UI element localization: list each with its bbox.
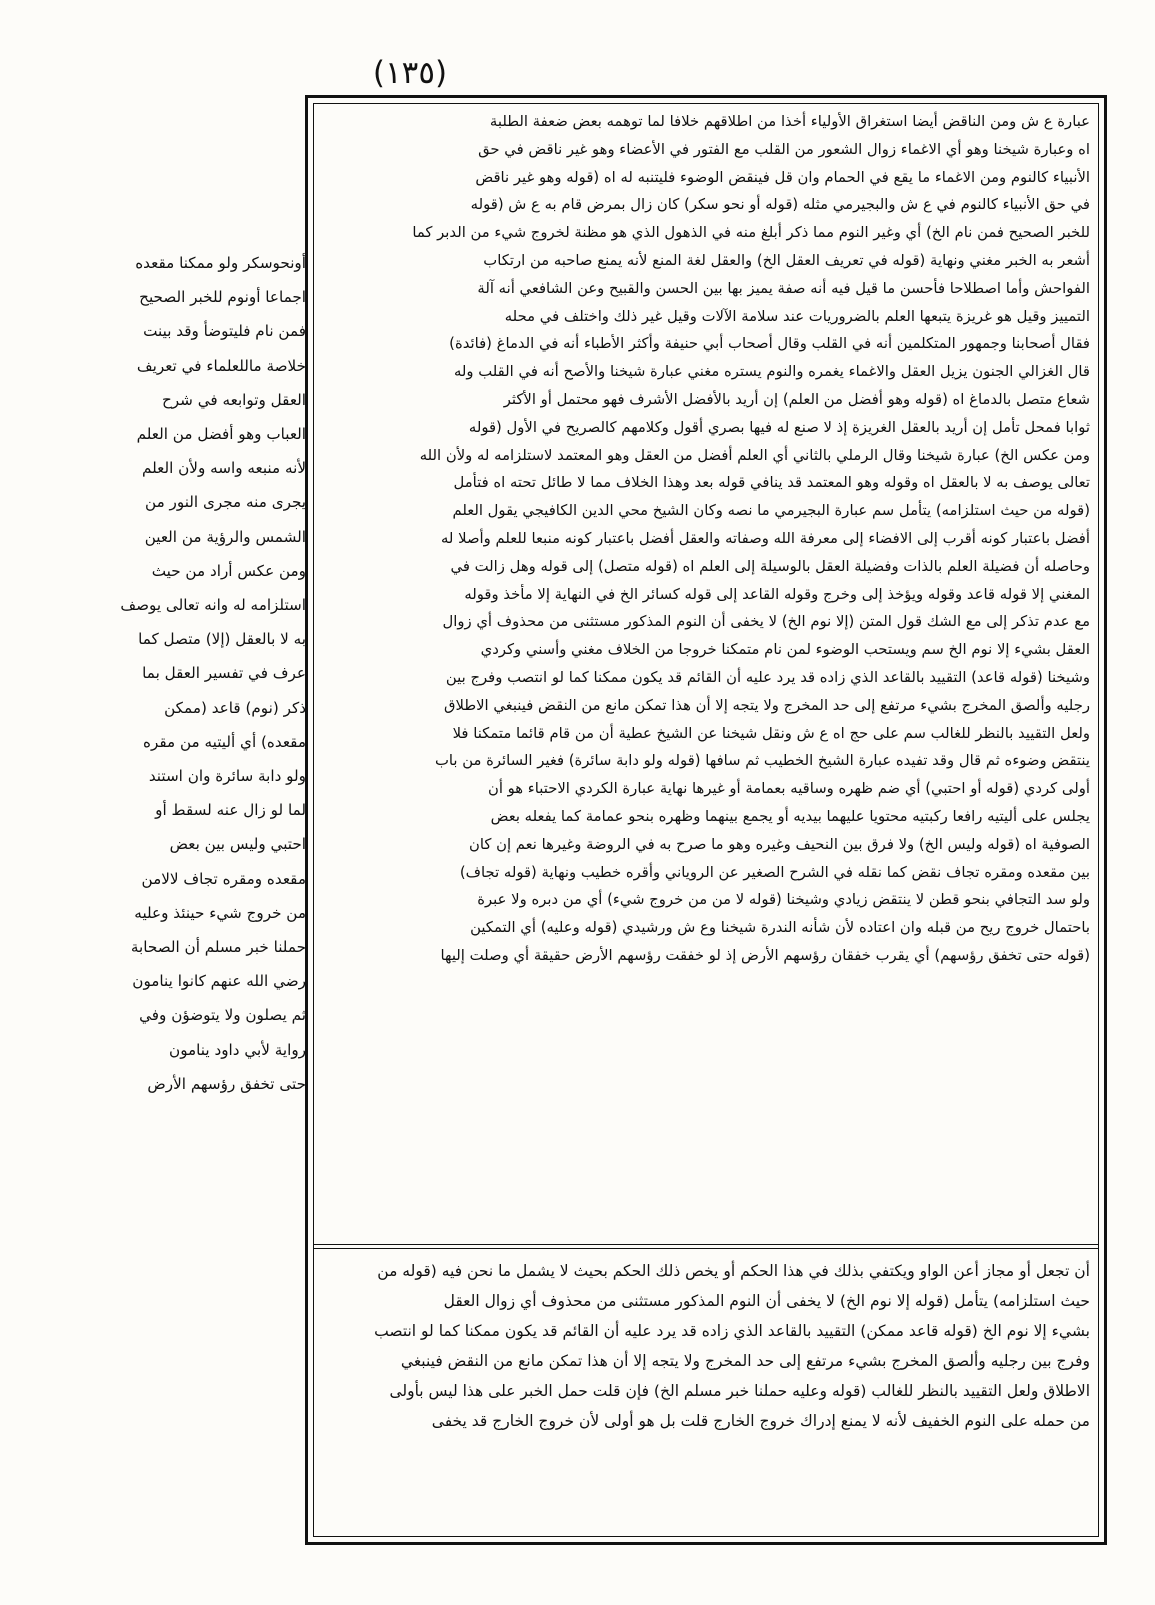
- commentary-line: الصوفية اه (قوله وليس الخ) ولا فرق بين النحيف وغيره وهو ما صرح به في الروضة وغيرها نعم إن كان: [468, 835, 1090, 853]
- commentary-line: شعاع متصل بالدماغ اه (قوله وهو أفضل من العلم) إن أريد بالأفضل الأشرف فهو محتمل أو الأكثر: [503, 390, 1090, 408]
- commentary-line: يجلس على أليتيه رافعا ركبتيه محتويا عليهما بيديه أو يجمع بينهما وظهره بنحو عمامة كما يفعله بعض: [490, 807, 1090, 825]
- margin-line: به لا بالعقل (إلا) متصل كما: [138, 630, 306, 649]
- commentary-line: عبارة ع ش ومن الناقض أيضا استغراق الأولياء أخذا من اطلاقهم خلافا لما توهمه بعض ضعفة الطلبة: [489, 113, 1090, 130]
- section-divider: [314, 1244, 1098, 1245]
- margin-line: يجرى منه مجرى النور من: [145, 493, 306, 512]
- margin-line: فمن نام فليتوضأ وقد بينت: [143, 322, 306, 341]
- margin-line: رواية لأبي داود ينامون: [169, 1040, 306, 1059]
- margin-line: أونحوسكر ولو ممكنا مقعده: [135, 254, 306, 272]
- footnote-line: الاطلاق ولعل التقييد بالنظر للغالب (قوله وعليه حملنا خبر مسلم الخ) فإن قلت حمل الخبر على هذا ليس بأولى: [389, 1382, 1090, 1400]
- commentary-line: للخبر الصحيح فمن نام الخ) أي وغير النوم مما ذكر أبلغ منه في الذهول الذي هو مظنة لخروج شيء من الدبر كما: [412, 224, 1090, 242]
- commentary-block: [318, 108, 1090, 1243]
- commentary-line: باحتمال خروج ريح من قبله وان اعتاده لأن شأنه الندرة شيخنا وع ش ورشيدي (قوله وعليه) أي التمكين: [470, 919, 1090, 937]
- margin-line: حملنا خبر مسلم أن الصحابة: [130, 938, 306, 957]
- margin-line: استلزامه له وانه تعالى يوصف: [120, 596, 306, 615]
- commentary-line: أشعر به الخبر مغني ونهاية (قوله في تعريف العقل الخ) والعقل لغة المنع لأنه يمنع صاحبه من ارتكاب: [483, 251, 1090, 269]
- margin-line: ثم يصلون ولا يتوضؤن وفي: [139, 1006, 306, 1025]
- commentary-line: أفضل باعتبار كونه أقرب إلى الافضاء إلى معرفة الله وصفاته والعقل أفضل باعتبار كونه منبعا للعلم وأصلا له: [441, 529, 1090, 547]
- margin-line: اجماعا أونوم للخبر الصحيح: [139, 288, 306, 307]
- margin-line: مقعده ومقره تجاف لالامن: [141, 869, 306, 888]
- margin-line: عرف في تفسير العقل بما: [142, 664, 306, 683]
- margin-line: حتى تخفق رؤسهم الأرض: [147, 1074, 306, 1093]
- commentary-line: ثوابا فمحل تأمل إن أريد بالعقل الغريزة إذ لا صنع له فيها بصري أقول وكلامهم كالصريح في الأول (قوله: [468, 418, 1090, 436]
- margin-line: ذكر (نوم) قاعد (ممكن: [164, 698, 306, 717]
- margin-line: لأنه منبعه واسه ولأن العلم: [142, 459, 306, 478]
- commentary-line: في حق الأنبياء كالنوم في ع ش والبجيرمي مثله (قوله أو نحو سكر) كان زال بمرض قام به ع ش (قوله: [470, 196, 1090, 214]
- margin-line: خلاصة ماللعلماء في تعريف: [136, 356, 306, 375]
- footnote-block: [318, 1256, 1090, 1526]
- commentary-line: الفواحش وأما اصطلاحا فأحسن ما قيل فيه أنه صفة يميز بها بين الحسن والقبيح وعن الشافعي أنه آلة: [477, 279, 1090, 297]
- commentary-line: (قوله حتى تخفق رؤسهم) أي يقرب خفقان رؤسهم الأرض إذ لو خفقت رؤسهم الأرض حقيقة أي وصلت إليها: [440, 946, 1090, 964]
- footnote-line: حيث استلزامه) يتأمل (قوله إلا نوم الخ) لا يخفى أن النوم المذكور مستثنى من محذوف أي زوال العقل: [443, 1292, 1090, 1310]
- commentary-line: الأنبياء كالنوم ومن الاغماء ما يقع في الحمام وان قل فينقض الوضوء فليتنبه له اه (قوله وهو غير ناقض: [475, 168, 1090, 186]
- commentary-line: التمييز وقيل هو غريزة يتبعها العلم بالضروريات عند سلامة الآلات وقيل غير ذلك واختلف في محله: [504, 307, 1090, 325]
- commentary-line: وشيخنا (قوله قاعد) التقييد بالقاعد الذي زاده قد يرد عليه أن القائم قد يكون ممكنا كما لو انتصب وفرج بين: [445, 668, 1090, 686]
- footnote-line: من حمله على النوم الخفيف لأنه لا يمنع إدراك خروج الخارج قلت بل هو أولى لأن خروج الخارج قد يخفى: [431, 1412, 1090, 1430]
- commentary-line: تعالى يوصف به لا بالعقل اه وقوله وهو المعتمد قد ينافي قوله بعد وهذا الخلاف مما لا طائل تحته اه فتأمل: [453, 474, 1090, 492]
- commentary-line: قال الغزالي الجنون يزيل العقل والاغماء يغمره والنوم يستره مغني عبارة شيخنا والأصح أنه في القلب وله: [453, 363, 1090, 381]
- footnote-line: أن تجعل أو مجاز أعن الواو ويكتفي بذلك في هذا الحكم أو يخص ذلك الحكم بحيث لا يشمل ما نحن فيه (قوله من: [377, 1262, 1090, 1280]
- margin-line: ومن عكس أراد من حيث: [151, 561, 306, 580]
- page-number: (١٣٥): [372, 55, 448, 91]
- commentary-line: أولى كردي (قوله أو احتبي) أي ضم ظهره وساقيه بعمامة أو غيرها نهاية عبارة الكردي الاحتباء هو أن: [487, 780, 1090, 798]
- margin-line: من خروج شيء حينئذ وعليه: [134, 903, 306, 922]
- commentary-line: المغني إلا قوله قاعد وقوله ويؤخذ إلى وخرج وقوله القاعد إلى قوله كسائر الخ في النهاية إلا مأخذ وقوله: [464, 585, 1090, 603]
- commentary-line: ولعل التقييد بالنظر للغالب سم على حج اه ع ش ونقل شيخنا عن الشيخ عطية أن من قام قائما متمكنا فلا: [452, 724, 1090, 742]
- commentary-line: ومن عكس الخ) عبارة شيخنا وقال الرملي بالثاني أي العلم أفضل من العقل وهو المعتمد لاستلزامه له ولأن الله: [419, 446, 1090, 464]
- commentary-line: ينتقض وضوءه ثم قال وقد تفيده عبارة الشيخ الخطيب ثم سافها (قوله ولو دابة سائرة) فغير السائرة من باب: [434, 752, 1090, 770]
- commentary-line: اه وعبارة شيخنا وهو أي الاغماء زوال الشعور من القلب مع الفتور في الأعضاء وهو غير ناقض في حق: [478, 140, 1090, 158]
- commentary-line: العقل بشيء إلا نوم الخ سم ويستحب الوضوء لمن نام متمكنا خروجا من الخلاف مغني وأسني وكردي: [480, 641, 1090, 659]
- margin-line: مقعده) أي أليتيه من مقره: [142, 732, 306, 751]
- text-frame: [305, 95, 1107, 1545]
- margin-line: احتبي وليس بين بعض: [169, 835, 306, 854]
- commentary-line: رجليه وألصق المخرج بشيء مرتفع إلى حد المخرج ولا يتجه إلا أن هذا تمكن مانع من النقض فينبغي الاطلاق: [444, 696, 1090, 714]
- margin-line: لما لو زال عنه لسقط أو: [155, 801, 306, 820]
- commentary-line: بين مقعده ومقره تجاف نقض كما نقله في الشرح الصغير عن الروياني وأقره خطيب ونهاية (قوله تجاف): [459, 863, 1090, 881]
- margin-line: ولو دابة سائرة وان استند: [148, 767, 306, 786]
- margin-line: رضي الله عنهم كانوا ينامون: [132, 972, 306, 991]
- commentary-line: مع عدم تذكر إلى مع الشك قول المتن (إلا نوم الخ) لا يخفى أن النوم المذكور مستثنى من محذوف أي زوال: [442, 613, 1090, 631]
- margin-column: [88, 246, 306, 1591]
- commentary-line: (قوله من حيث استلزامه) يتأمل سم عبارة البجيرمي ما نصه وكان الشيخ محي الدين الكافيجي يقول العلم: [452, 502, 1090, 520]
- commentary-line: وحاصله أن فضيلة العلم بالذات وفضيلة العقل بالوسيلة إلى العلم اه (قوله متصل) إلى قوله وهل زالت في: [450, 557, 1090, 575]
- margin-line: الشمس والرؤية من العين: [144, 527, 306, 546]
- footnote-line: وفرج بين رجليه وألصق المخرج بشيء مرتفع إلى حد المخرج ولا يتجه إلا أن هذا تمكن مانع من النقض فينبغي: [400, 1352, 1090, 1370]
- commentary-line: فقال أصحابنا وجمهور المتكلمين أنه في القلب وقال أصحاب أبي حنيفة وأكثر الأطباء أنه في الدماغ (فائدة): [449, 335, 1090, 353]
- footnote-line: بشيء إلا نوم الخ (قوله قاعد ممكن) التقييد بالقاعد الذي زاده قد يرد عليه أن القائم قد يكون ممكنا كما لو انتصب: [374, 1322, 1090, 1340]
- margin-line: العباب وهو أفضل من العلم: [136, 425, 306, 444]
- margin-line: العقل وتوابعه في شرح: [162, 390, 306, 409]
- commentary-line: ولو سد التجافي بنحو قطن لا ينتقض زيادي وشيخنا (قوله لا من من خروج شيء) أي من دبره ولا عبرة: [477, 891, 1090, 909]
- section-divider-secondary: [314, 1248, 1098, 1249]
